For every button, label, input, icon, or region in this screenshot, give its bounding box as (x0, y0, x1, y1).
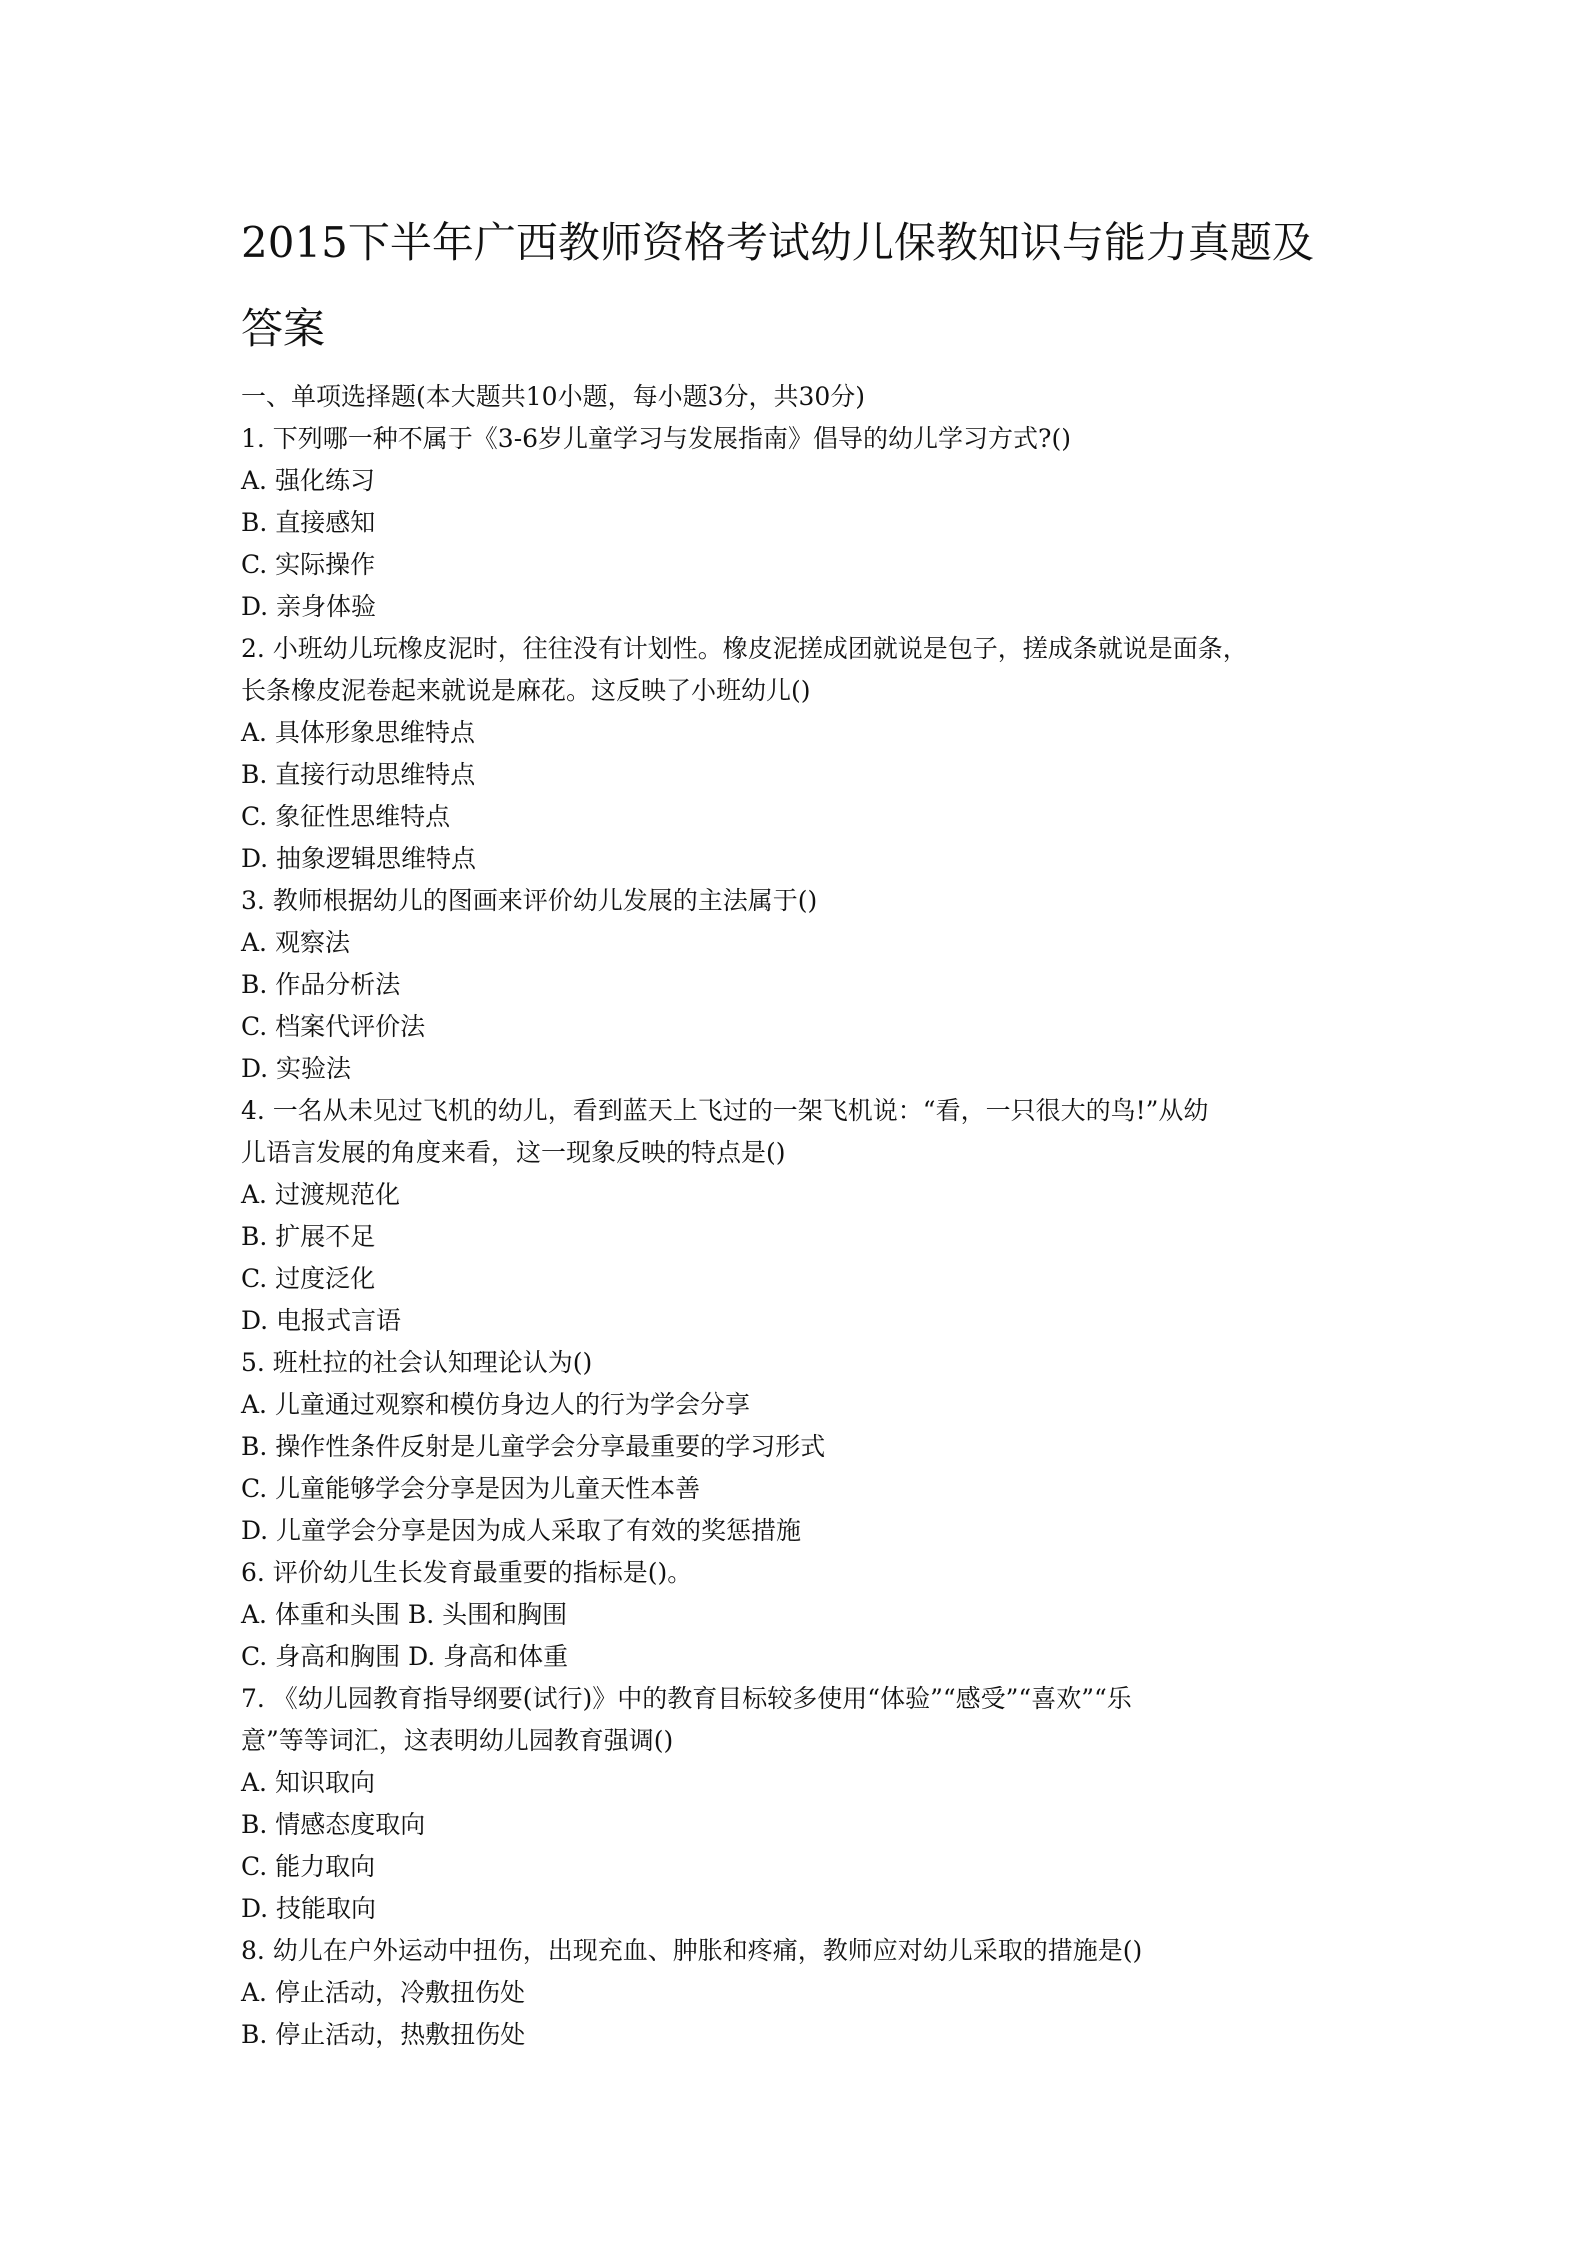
question-stem-line: 1. 下列哪一种不属于《3-6岁儿童学习与发展指南》倡导的幼儿学习方式?() (241, 424, 1071, 453)
answer-option: D. 亲身体验 (241, 592, 377, 621)
answer-option: A. 停止活动，冷敷扭伤处 (241, 1978, 525, 2007)
question-stem-line: 4. 一名从未见过飞机的幼儿，看到蓝天上飞过的一架飞机说：“看，一只很大的鸟!”从幼 (241, 1096, 1209, 1125)
answer-option: C. 身高和胸围 D. 身高和体重 (241, 1642, 569, 1671)
question-stem-line: 长条橡皮泥卷起来就说是麻花。这反映了小班幼儿() (241, 676, 811, 705)
answer-option: A. 体重和头围 B. 头围和胸围 (241, 1600, 568, 1629)
question-2 (241, 628, 1361, 880)
answer-option: C. 档案代评价法 (241, 1012, 426, 1041)
answer-option: A. 观察法 (241, 928, 350, 957)
question-1 (241, 418, 1361, 628)
answer-option: B. 停止活动，热敷扭伤处 (241, 2020, 526, 2049)
section-header: 一、单项选择题(本大题共10小题，每小题3分，共30分) (241, 382, 866, 411)
question-7 (241, 1678, 1361, 1930)
document-title (241, 200, 1361, 372)
answer-option: A. 知识取向 (241, 1768, 375, 1797)
answer-option: C. 象征性思维特点 (241, 802, 451, 831)
question-4 (241, 1090, 1361, 1342)
question-stem-line: 7. 《幼儿园教育指导纲要(试行)》中的教育目标较多使用“体验”“感受”“喜欢”“乐 (241, 1684, 1132, 1713)
question-8 (241, 1930, 1361, 2056)
answer-option: C. 实际操作 (241, 550, 376, 579)
answer-option: A. 强化练习 (241, 466, 375, 495)
title-line-1: 2015下半年广西教师资格考试幼儿保教知识与能力真题及 (241, 218, 1314, 267)
answer-option: D. 电报式言语 (241, 1306, 402, 1335)
question-stem-line: 6. 评价幼儿生长发育最重要的指标是()。 (241, 1558, 693, 1587)
answer-option: D. 抽象逻辑思维特点 (241, 844, 477, 873)
answer-option: B. 情感态度取向 (241, 1810, 426, 1839)
answer-option: C. 儿童能够学会分享是因为儿童天性本善 (241, 1474, 701, 1503)
answer-option: B. 直接行动思维特点 (241, 760, 476, 789)
question-stem-line: 8. 幼儿在户外运动中扭伤，出现充血、肿胀和疼痛，教师应对幼儿采取的措施是() (241, 1936, 1143, 1965)
answer-option: D. 儿童学会分享是因为成人采取了有效的奖惩措施 (241, 1516, 802, 1545)
question-6 (241, 1552, 1361, 1678)
answer-option: B. 直接感知 (241, 508, 376, 537)
answer-option: C. 能力取向 (241, 1852, 376, 1881)
question-stem-line: 2. 小班幼儿玩橡皮泥时，往往没有计划性。橡皮泥搓成团就说是包子，搓成条就说是面条， (241, 634, 1248, 663)
question-stem-line: 意”等等词汇，这表明幼儿园教育强调() (241, 1726, 674, 1755)
answer-option: C. 过度泛化 (241, 1264, 376, 1293)
question-stem-line: 儿语言发展的角度来看，这一现象反映的特点是() (241, 1138, 786, 1167)
question-stem-line: 3. 教师根据幼儿的图画来评价幼儿发展的主法属于() (241, 886, 818, 915)
answer-option: A. 具体形象思维特点 (241, 718, 475, 747)
document-page (241, 200, 1361, 2056)
question-stem-line: 5. 班杜拉的社会认知理论认为() (241, 1348, 593, 1377)
answer-option: B. 操作性条件反射是儿童学会分享最重要的学习形式 (241, 1432, 826, 1461)
answer-option: A. 儿童通过观察和模仿身边人的行为学会分享 (241, 1390, 750, 1419)
answer-option: D. 技能取向 (241, 1894, 377, 1923)
answer-option: B. 扩展不足 (241, 1222, 376, 1251)
question-list (241, 418, 1361, 2056)
answer-option: D. 实验法 (241, 1054, 352, 1083)
answer-option: A. 过渡规范化 (241, 1180, 400, 1209)
title-line-2: 答案 (241, 304, 326, 353)
question-5 (241, 1342, 1361, 1552)
answer-option: B. 作品分析法 (241, 970, 401, 999)
question-3 (241, 880, 1361, 1090)
